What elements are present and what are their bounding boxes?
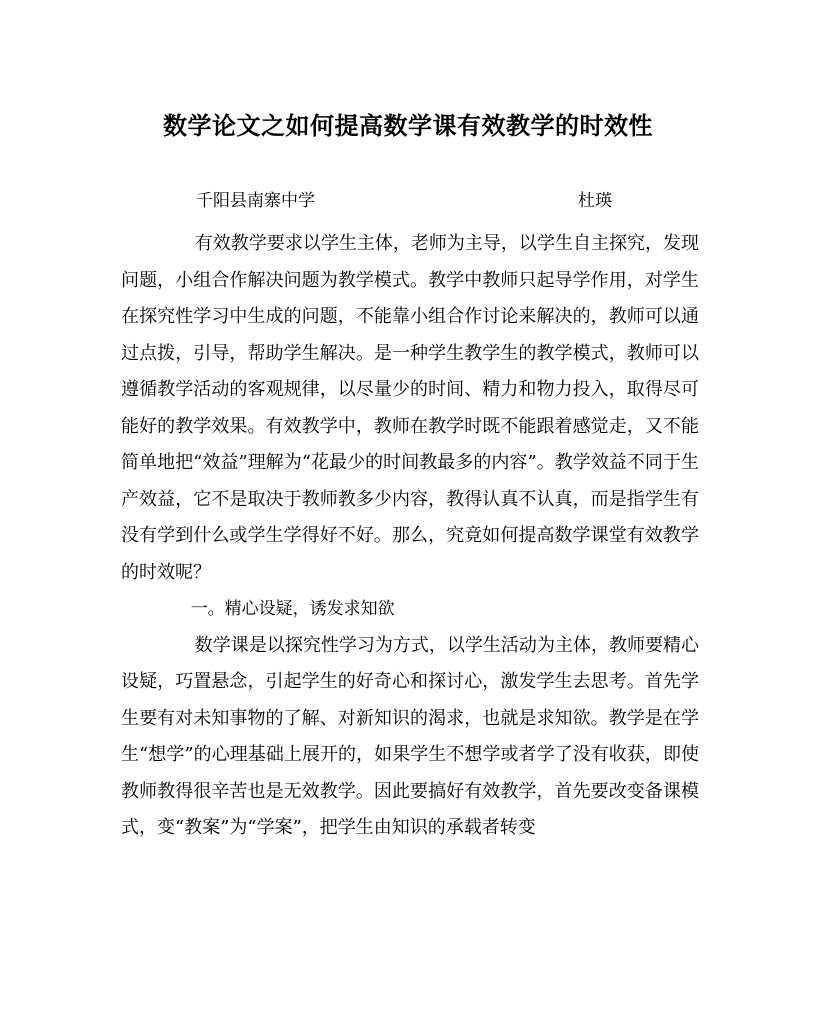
byline	[0, 186, 816, 210]
section-heading-1: 一。精心设疑，诱发求知欲	[190, 599, 395, 619]
paragraph-section-1: 数学课是以探究性学习为方式，以学生活动为主体，教师要精心设疑，巧置悬念，引起学生的好奇心和探讨心，激发学生去思考。首先学生要有对未知事物的了解、对新知识的渴求，也就是求知欲。教学是在学生“想学”的心理基础上展开的，如果学生不想学或者学了没有收获，即使教师教得很辛苦也是无效教学。因此要搞好有效教学，首先要改变备课模式，变“教案”为“学案”，把学生由知识的承载者转变	[121, 634, 699, 838]
document-title: 数学论文之如何提高数学课有效教学的时效性	[163, 111, 653, 140]
author-name: 杜瑛	[578, 191, 612, 211]
paragraph-intro: 有效教学要求以学生主体，老师为主导，以学生自主探究，发现问题，小组合作解决问题为教学模式。教学中教师只起导学作用，对学生在探究性学习中生成的问题，不能靠小组合作讨论来解决的，教师可以通过点拨，引导，帮助学生解决。是一种学生教学生的教学模式，教师可以遵循教学活动的客观规律，以尽量少的时间、精力和物力投入，取得尽可能好的教学效果。有效教学中，教师在教学时既不能跟着感觉走，又不能简单地把“效益”理解为“花最少的时间教最多的内容”。教学效益不同于生产效益，它不是取决于教师教多少内容，教得认真不认真，而是指学生有没有学到什么或学生学得好不好。那么，究竟如何提高数学课堂有效教学的时效呢？	[121, 233, 699, 583]
author-school: 千阳县南寨中学	[196, 191, 315, 211]
document-body	[121, 226, 699, 847]
